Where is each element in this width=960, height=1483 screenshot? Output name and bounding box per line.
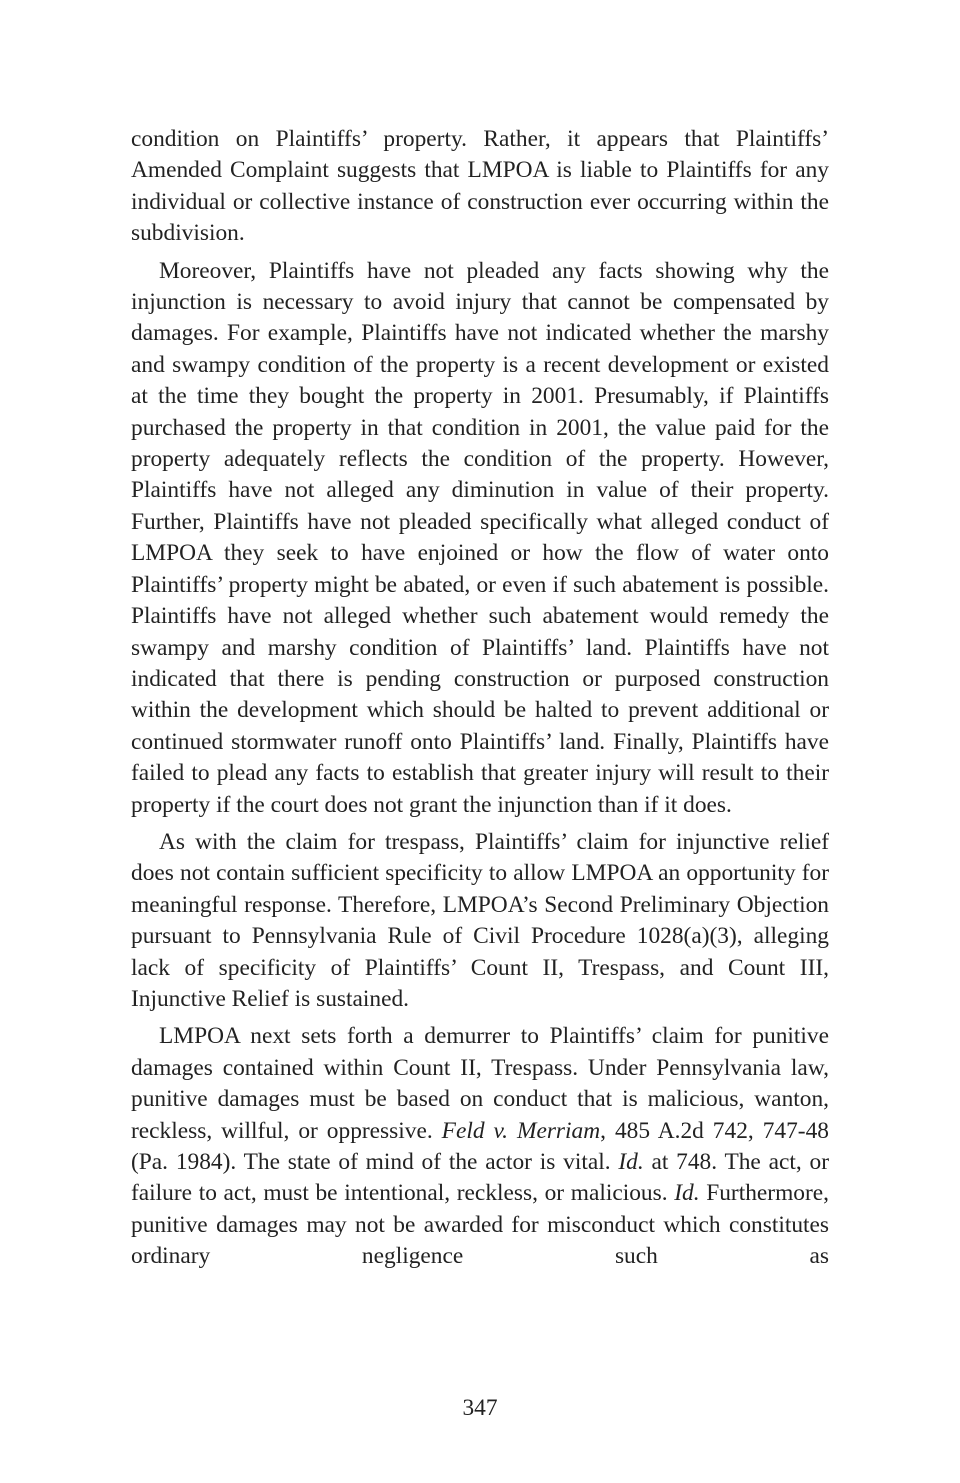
paragraph-2-text: Moreover, Plaintiffs have not pleaded any facts showing why the injunction is necessary to avoid injury that cannot be compensated by damages. For example, Plaintiffs have not indicated whether the marshy and swampy condition of the property is a recent development or existed at the time they bought the property in 2001. Presumably, if Plaintiffs purchased the property in that condition in 2001, the value paid for the property adequately reflects the condition of the property. However, Plaintiffs have not alleged any diminution in value of their property. Further, Plaintiffs have not pleaded specifically what alleged conduct of LMPOA they seek to have enjoined or how the flow of water onto Plaintiffs’ property might be abated, or even if such abatement is possible. Plaintiffs have not alleged whether such abatement would remedy the swampy and marshy condition of Plaintiffs’ land. Plaintiffs have not indicated that there is pending construction or purposed construction within the development which should be halted to prevent additional or continued stormwater runoff onto Plaintiffs’ land. Finally, Plaintiffs have failed to plead any facts to establish that greater injury will result to their property if the court does not grant the injunction than if it does. [131,257,829,818]
paragraph-2 [131,256,829,821]
paragraph-4 [131,1021,829,1272]
case-citation-feld-v-merriam: Feld v. Merriam [441,1117,601,1144]
paragraph-3-text: As with the claim for trespass, Plaintiffs’ claim for injunctive relief does not contain sufficient specificity to allow LMPOA an opportunity for meaningful response. Therefore, LMPOA’s Second Preliminary Objection pursuant to Pennsylvania Rule of Civil Procedure 1028(a)(3), alleging lack of specificity of Plaintiffs’ Count II, Trespass, and Count III, Injunctive Relief is sustained. [131,828,829,1012]
paragraph-4-text: at 748. The act, or failure to act, must be intentional, reckless, or malicious. [131,1149,829,1207]
paragraph-1 [131,124,829,250]
paragraph-3 [131,827,829,1015]
body-text [131,124,829,1279]
paragraph-4-text: , 485 A.2d 742, 747-48 (Pa. 1984). The state of mind of the actor is vital. [131,1117,829,1175]
page-number: 347 [462,1395,498,1421]
citation-id: Id. [618,1149,644,1175]
paragraph-1-text: condition on Plaintiffs’ property. Rather, it appears that Plaintiffs’ Amended Complaint suggests that LMPOA is liable to Plaintiffs for any individual or collective instance of construction ever occurring within the subdivision. [131,126,829,247]
citation-id: Id. [674,1180,700,1207]
paragraph-4-text: Furthermore, punitive damages may not be awarded for misconduct which constitutes ordinary negligence such as [131,1180,829,1270]
paragraph-4-text: LMPOA next sets forth a demurrer to Plaintiffs’ claim for punitive damages contained within Count II, Trespass. Under Pennsylvania law, punitive damages must be based on conduct that is malicious, wanton, reckless, willful, or oppressive. [131,1023,829,1144]
